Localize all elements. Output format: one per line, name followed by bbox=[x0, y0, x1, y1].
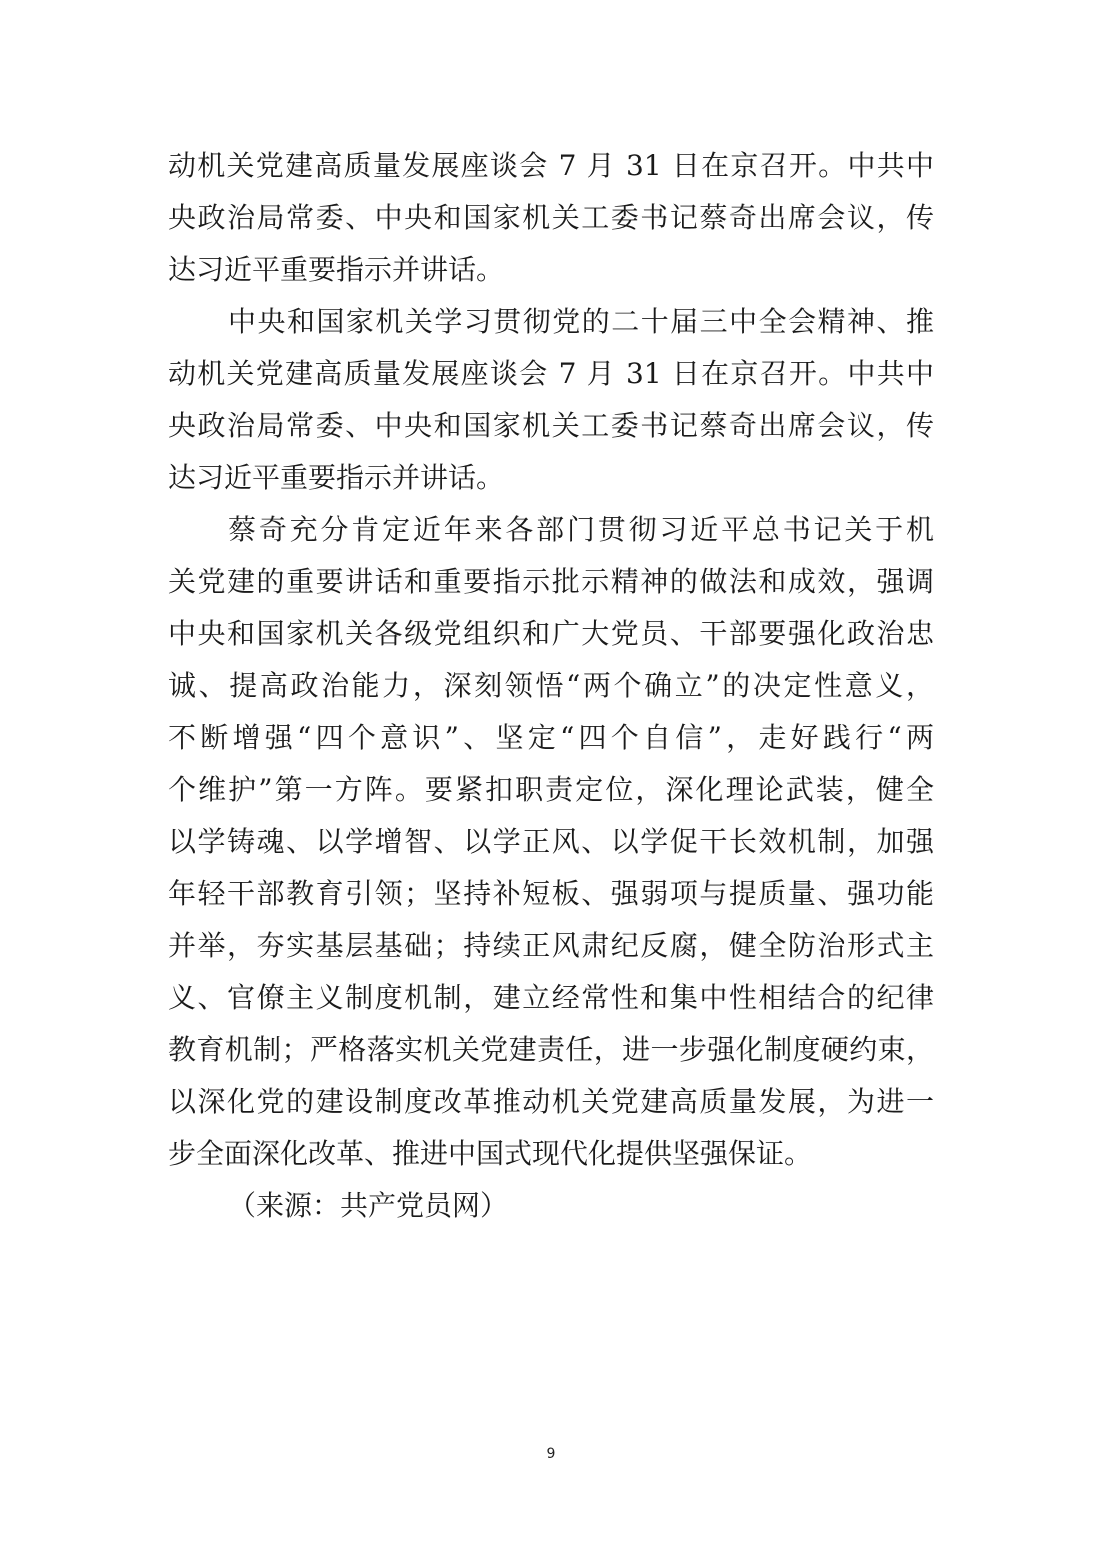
text-line: 动机关党建高质量发展座谈会 7 月 31 日在京召开。中共中 bbox=[168, 149, 934, 182]
text-line: 义、官僚主义制度机制，建立经常性和集中性相结合的纪律 bbox=[168, 981, 934, 1014]
text-line: 达习近平重要指示并讲话。 bbox=[168, 253, 505, 286]
source-attribution: （来源：共产党员网） bbox=[228, 1189, 509, 1222]
paragraph-3 bbox=[168, 504, 934, 1180]
text-line: 央政治局常委、中央和国家机关工委书记蔡奇出席会议，传 bbox=[168, 201, 934, 234]
text-line: 诚、提高政治能力，深刻领悟“两个确立”的决定性意义， bbox=[168, 669, 934, 702]
page-number: 9 bbox=[546, 1446, 556, 1462]
text-line: 蔡奇充分肯定近年来各部门贯彻习近平总书记关于机 bbox=[228, 513, 934, 546]
text-line: 动机关党建高质量发展座谈会 7 月 31 日在京召开。中共中 bbox=[168, 357, 934, 390]
text-line: 关党建的重要讲话和重要指示批示精神的做法和成效，强调 bbox=[168, 565, 934, 598]
text-line: 中央和国家机关各级党组织和广大党员、干部要强化政治忠 bbox=[168, 617, 934, 650]
text-line: 步全面深化改革、推进中国式现代化提供坚强保证。 bbox=[168, 1137, 813, 1170]
text-line: 以学铸魂、以学增智、以学正风、以学促干长效机制，加强 bbox=[168, 825, 934, 858]
text-line: 年轻干部教育引领；坚持补短板、强弱项与提质量、强功能 bbox=[168, 877, 934, 910]
text-line: 并举，夯实基层基础；持续正风肃纪反腐，健全防治形式主 bbox=[168, 929, 934, 962]
document-body bbox=[168, 140, 934, 1232]
paragraph-1 bbox=[168, 140, 934, 296]
text-line: 达习近平重要指示并讲话。 bbox=[168, 461, 505, 494]
text-line: 教育机制；严格落实机关党建责任，进一步强化制度硬约束， bbox=[168, 1033, 934, 1066]
text-line: 以深化党的建设制度改革推动机关党建高质量发展，为进一 bbox=[168, 1085, 934, 1118]
text-line: 个维护”第一方阵。要紧扣职责定位，深化理论武装，健全 bbox=[168, 773, 934, 806]
text-line: 央政治局常委、中央和国家机关工委书记蔡奇出席会议，传 bbox=[168, 409, 934, 442]
text-line: 不断增强“四个意识”、坚定“四个自信”，走好践行“两 bbox=[168, 721, 934, 754]
paragraph-2 bbox=[168, 296, 934, 504]
text-line: 中央和国家机关学习贯彻党的二十届三中全会精神、推 bbox=[228, 305, 934, 338]
